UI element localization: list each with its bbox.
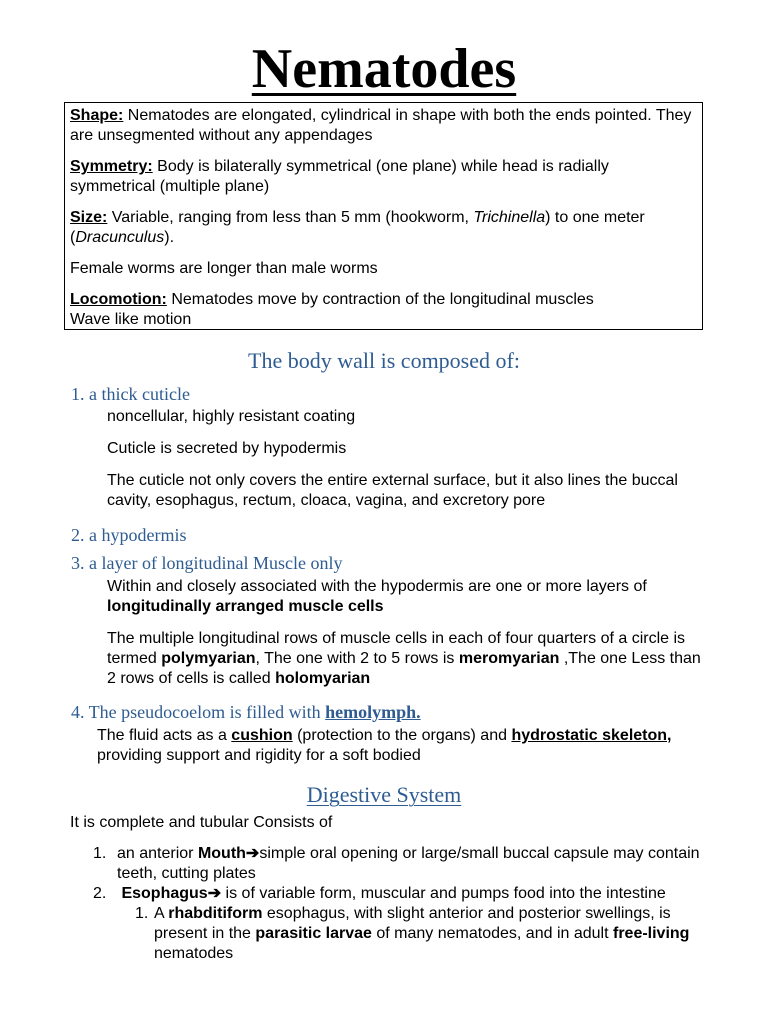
muscle-p1-text: Within and closely associated with the hypodermis are one or more layers of — [107, 578, 647, 595]
size-genus-trichinella: Trichinella — [473, 209, 546, 226]
list-item — [71, 844, 701, 884]
body-wall-item-4-body — [97, 726, 677, 778]
term-esophagus: Esophagus — [121, 885, 208, 902]
muscle-p2 — [107, 629, 703, 689]
list-number: 2. — [93, 885, 107, 902]
esophagus-text: is of variable form, muscular and pumps food into the intestine — [221, 885, 666, 902]
shape-text: Nematodes are elongated, cylindrical in shape with both the ends pointed. They are unsegmented without any appendages — [70, 107, 692, 144]
symmetry-text: Body is bilaterally symmetrical (one plane) while head is radially symmetrical (multiple plane) — [70, 158, 609, 195]
list-number: 1. — [93, 845, 107, 862]
size-label: Size: — [70, 209, 108, 226]
pseudocoelom-text-a: The fluid acts as a — [97, 727, 232, 744]
body-wall-item-3-body — [107, 577, 703, 701]
rhabditiform-text-a: A — [154, 905, 169, 922]
female-note: Female worms are longer than male worms — [70, 260, 378, 277]
term-polymyarian: polymyarian — [161, 650, 256, 667]
locomotion-label: Locomotion: — [70, 291, 167, 308]
sub-list-item — [71, 904, 701, 964]
term-rhabditiform: rhabditiform — [168, 905, 263, 922]
pseudocoelom-text-c: (protection to the organs) and — [292, 727, 512, 744]
overview-box — [64, 102, 703, 330]
symmetry-paragraph — [70, 157, 696, 197]
term-holomyarian: holomyarian — [275, 670, 371, 687]
term-hemolymph: hemolymph. — [325, 702, 421, 722]
mouth-text-a: an anterior — [117, 845, 198, 862]
term-mouth: Mouth — [197, 845, 246, 862]
rhabditiform-text-e: of many nematodes, and in adult — [371, 925, 613, 942]
cuticle-p2: Cuticle is secreted by hypodermis — [107, 440, 347, 457]
shape-label: Shape: — [70, 107, 124, 124]
body-wall-item-2-title: 2. a hypodermis — [71, 525, 187, 545]
locomotion-text: Nematodes move by contraction of the longitudinal muscles — [166, 291, 594, 308]
arrow-right-icon: ➔ — [207, 885, 222, 902]
pseudocoelom-p1 — [97, 726, 677, 766]
page-title: Nematodes — [251, 38, 517, 100]
rhabditiform-text-c: esophagus, with slight anterior and posterior swellings, is present in the — [154, 905, 671, 942]
body-wall-item-1-title: 1. a thick cuticle — [71, 384, 190, 404]
term-cushion: cushion — [231, 727, 293, 744]
locomotion-line2: Wave like motion — [70, 311, 192, 328]
size-text-b: ) to one meter ( — [70, 209, 645, 246]
body-wall-item-4-title — [71, 701, 421, 723]
arrow-right-icon: ➔ — [245, 845, 260, 862]
body-wall-item-3-title: 3. a layer of longitudinal Muscle only — [71, 553, 343, 573]
muscle-p2-text-e: ,The one Less than 2 rows of cells is called — [107, 650, 701, 687]
term-hydrostatic-skeleton: hydrostatic skeleton, — [511, 727, 672, 744]
symmetry-label: Symmetry: — [70, 158, 153, 175]
digestive-list — [71, 844, 701, 964]
muscle-p2-text-a: The multiple longitudinal rows of muscle cells in each of four quarters of a circle is termed — [107, 630, 686, 667]
size-text-a: Variable, ranging from less than 5 mm (hookworm, — [107, 209, 474, 226]
sub-list-number: 1. — [135, 905, 149, 922]
term-parasitic-larvae: parasitic larvae — [255, 925, 372, 942]
size-genus-dracunculus: Dracunculus — [75, 229, 165, 246]
rhabditiform-text-g: nematodes — [154, 945, 234, 962]
term-free-living: free-living — [612, 925, 690, 942]
cuticle-p3: The cuticle not only covers the entire external surface, but it also lines the buccal cavity, esophagus, rectum, cloaca, vagina, and excretory pore — [107, 472, 678, 509]
body-wall-heading: The body wall is composed of: — [248, 348, 520, 373]
shape-paragraph — [70, 106, 696, 146]
list-item — [71, 884, 701, 904]
digestive-heading: Digestive System — [306, 782, 462, 807]
cuticle-p1: noncellular, highly resistant coating — [107, 408, 356, 425]
muscle-p1 — [107, 577, 703, 617]
body-wall-item-1-body — [107, 407, 707, 523]
size-paragraph — [70, 208, 696, 248]
muscle-p1-bold: longitudinally arranged muscle cells — [107, 598, 384, 615]
pseudocoelom-text-e: providing support and rigidity for a soft bodied — [97, 747, 421, 764]
size-text-c: ). — [164, 229, 175, 246]
muscle-p2-text-c: , The one with 2 to 5 rows is — [255, 650, 459, 667]
item-4-title-text: 4. The pseudocoelom is filled with — [71, 702, 326, 722]
term-meromyarian: meromyarian — [458, 650, 560, 667]
locomotion-paragraph — [70, 290, 696, 330]
digestive-intro: It is complete and tubular Consists of — [70, 814, 333, 831]
mouth-text-c: simple oral opening or large/small buccal capsule may contain teeth, cutting plates — [117, 845, 700, 882]
